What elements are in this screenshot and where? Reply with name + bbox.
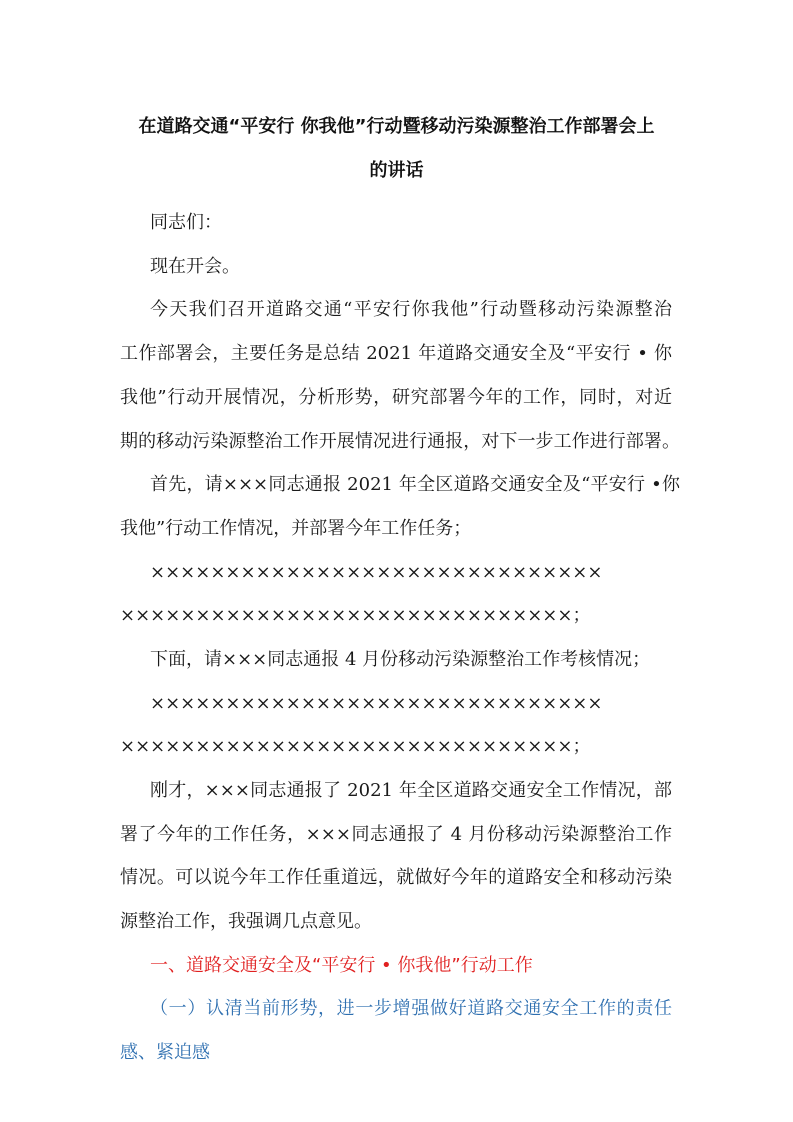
paragraph-opening: 现在开会。 [150,256,240,277]
paragraph-intro-line: 今天我们召开道路交通“平安行你我他”行动暨移动污染源整治 [150,299,672,320]
placeholder-line: ×××××××××××××××××××××××××××××× [150,562,603,583]
paragraph-first-line: 首先，请×××同志通报 2021 年全区道路交通安全及“平安行 •你 [150,474,680,495]
paragraph-next: 下面，请×××同志通报 4 月份移动污染源整治工作考核情况； [150,649,651,670]
paragraph-summary-line: 刚才，×××同志通报了 2021 年全区道路交通安全工作情况，部 [150,780,672,801]
subsection-heading-1-line: （一）认清当前形势，进一步增强做好道路交通安全工作的责任 [150,998,672,1019]
placeholder-line: ×××××××××××××××××××××××××××××× [150,693,603,714]
section-heading-1: 一、道路交通安全及“平安行 • 你我他”行动工作 [150,955,533,976]
paragraph-summary-line: 署了今年的工作任务，×××同志通报了 4 月份移动污染源整治工作 [120,824,672,845]
placeholder-line: ××××××××××××××××××××××××××××××； [120,605,591,626]
placeholder-line: ××××××××××××××××××××××××××××××； [120,736,591,757]
paragraph-summary-line: 情况。可以说今年工作任重道远，就做好今年的道路安全和移动污染 [120,867,672,888]
paragraph-intro-line: 期的移动污染源整治工作开展情况进行通报，对下一步工作进行部署。 [120,431,680,452]
document-title-line-2: 的讲话 [369,160,424,181]
subsection-heading-1-line: 感、紧迫感 [120,1042,210,1063]
paragraph-summary-line: 源整治工作，我强调几点意见。 [120,911,372,932]
document-title-line-1: 在道路交通“平安行 你我他”行动暨移动污染源整治工作部署会上 [138,116,655,137]
paragraph-first-line: 我他”行动工作情况，并部署今年工作任务； [120,518,472,539]
paragraph-intro-line: 工作部署会，主要任务是总结 2021 年道路交通安全及“平安行 • 你 [120,343,672,364]
greeting: 同志们： [150,212,222,233]
paragraph-intro-line: 我他”行动开展情况，分析形势，研究部署今年的工作，同时，对近 [120,387,672,408]
